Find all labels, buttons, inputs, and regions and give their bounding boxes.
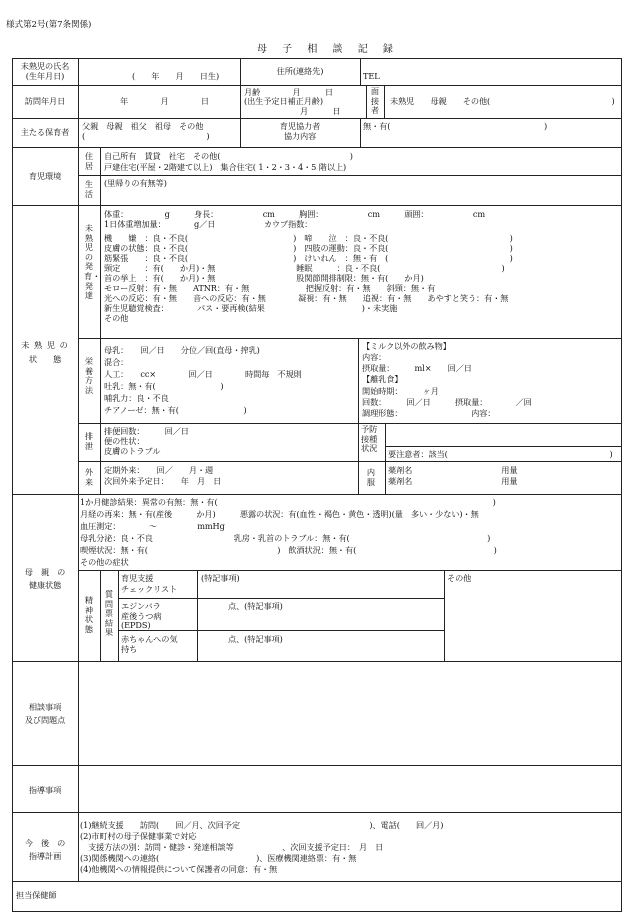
nutrition-line[interactable]: 調理形態： 内容： bbox=[362, 408, 496, 418]
mother-line[interactable]: その他の症状 bbox=[80, 557, 129, 567]
infant-name-label: 未熟児の氏名 bbox=[20, 61, 70, 71]
body-measurements[interactable]: 体重： g 身長： cm 胸囲： cm 頭囲： cm bbox=[104, 209, 486, 219]
outpatient-line[interactable]: 次回外来予定日： 年 月 日 bbox=[104, 476, 222, 486]
mother-line[interactable]: 1か月健診結果：異常の有無：無・有( ) bbox=[80, 497, 496, 507]
q3-field[interactable]: 点、(特記事項) bbox=[228, 634, 283, 644]
mother-health-label-2: 健康状態 bbox=[28, 580, 62, 590]
q2-label-3: (EPDS) bbox=[121, 620, 151, 630]
visit-date-field[interactable]: 年 月 日 bbox=[120, 96, 209, 106]
infant-state-label-2: 状 態 bbox=[28, 354, 62, 364]
nutrition-line[interactable]: 人工： cc× 回／日 時間毎 不規則 bbox=[104, 369, 302, 379]
plan-label-2: 指導計画 bbox=[28, 851, 62, 861]
medication-line[interactable]: 薬剤名 用量 bbox=[388, 465, 518, 475]
staff-nurse-field[interactable] bbox=[80, 883, 620, 909]
infant-state-label: 未 熟 児 の bbox=[21, 340, 69, 350]
helper-content-label: 協力内容 bbox=[283, 131, 317, 141]
staff-nurse-label: 担当保健師 bbox=[16, 890, 57, 900]
nutrition-line[interactable]: 哺乳力：良・不良 bbox=[104, 393, 169, 403]
q2-field[interactable]: 点、(特記事項) bbox=[228, 601, 283, 611]
nutrition-line: 【ミルク以外の飲み物】 bbox=[362, 341, 451, 351]
dev-line[interactable]: 機 嫌 ：良・不良( ) 啼 泣 ：良・不良( ) bbox=[104, 233, 513, 243]
consultation-label-2: 及び問題点 bbox=[24, 715, 66, 725]
nutrition-line[interactable]: チアノーゼ：無・有( ) bbox=[104, 405, 247, 415]
dev-line[interactable]: モロー反射：有・無 ATNR：有・無 把握反射：有・無 斜頸：無・有 bbox=[104, 283, 436, 293]
environment-label: 育児環境 bbox=[28, 171, 62, 181]
tel-field[interactable]: TEL bbox=[363, 71, 380, 81]
guidance-label: 指導事項 bbox=[28, 785, 62, 795]
mother-line[interactable]: 母乳分泌：良・不良 乳房・乳首のトラブル：無・有( ) bbox=[80, 533, 491, 543]
address-label: 住所(連絡先) bbox=[276, 66, 324, 76]
consultation-label: 相談事項 bbox=[28, 702, 62, 712]
nutrition-line[interactable]: 混合： bbox=[104, 357, 129, 367]
mother-line[interactable]: 月経の再来：無・有(産後 か月) 悪露の状況：有(血性・褐色・黄色・透明)(量 多い・少ない)・無 bbox=[80, 509, 479, 519]
outpatient-label: 外来 bbox=[84, 467, 94, 487]
q1-field[interactable]: (特記事項) bbox=[201, 573, 240, 583]
dev-line[interactable]: 首の挙上 ：有( か月)・無 股関節開排制限：無・有( か月) bbox=[104, 273, 424, 283]
helper-field[interactable]: 無・有( ) bbox=[363, 121, 548, 131]
corrected-age-field[interactable]: 月 日 bbox=[300, 106, 341, 116]
age-field[interactable]: 月齢 月 日 bbox=[244, 87, 333, 97]
q2-label: エジンバラ bbox=[121, 601, 161, 611]
caregiver-label: 主たる保育者 bbox=[20, 127, 70, 137]
corrected-age-label: (出生予定日補正月齢) bbox=[244, 96, 323, 106]
life-label: 生活 bbox=[84, 179, 94, 199]
excretion-line[interactable]: 便の性状： bbox=[104, 436, 145, 446]
dev-line[interactable]: その他 bbox=[104, 313, 129, 323]
birthdate-label: (生年月日) bbox=[25, 71, 65, 81]
visit-date-label: 訪問年月日 bbox=[24, 96, 66, 106]
dev-line[interactable]: 皮膚の状態：良・不良( ) 四肢の運動：良・不良( ) bbox=[104, 243, 513, 253]
consultation-field[interactable] bbox=[80, 663, 620, 763]
interviewee-label: 面接者 bbox=[370, 86, 380, 116]
vaccination-note[interactable]: 要注意者：該当( ) bbox=[388, 449, 613, 459]
nutrition-line[interactable]: 回数： 回／日 摂取量： ／回 bbox=[362, 397, 532, 407]
q3-label: 赤ちゃんへの気 bbox=[121, 634, 178, 644]
medication-line[interactable]: 薬剤名 用量 bbox=[388, 476, 518, 486]
nutrition-label: 栄養方法 bbox=[84, 356, 94, 395]
caregiver-options[interactable]: 父親 母親 祖父 祖母 その他 bbox=[82, 121, 204, 131]
nutrition-line: 【離乳食】 bbox=[362, 374, 403, 384]
mother-line[interactable]: 喫煙状況：無・有( ) 飲酒状況：無・有( ) bbox=[80, 545, 497, 555]
excretion-label: 排泄 bbox=[84, 431, 94, 451]
mother-health-label: 母 親 の bbox=[24, 567, 66, 577]
plan-line[interactable]: (1)継続支援 訪問( 回／月、次回予定 )、電話( 回／月) bbox=[80, 820, 444, 830]
vaccination-label: 予防接種状況 bbox=[361, 424, 378, 453]
q2-label-2: 産後うつ病 bbox=[121, 611, 162, 621]
q1-label-2: チェックリスト bbox=[121, 584, 178, 594]
nutrition-line[interactable]: 母乳： 回／日 分位／回(直母・搾乳) bbox=[104, 345, 260, 355]
dev-line[interactable]: 光への反応：有・無 音への反応：有・無 凝視：有・無 追視：有・無 あやすと笑う：有・無 bbox=[104, 293, 509, 303]
plan-line[interactable]: (3)関係機関への連絡( )、医療機関連絡票：有・無 bbox=[80, 853, 357, 863]
form-number: 様式第2号(第7条関係) bbox=[6, 20, 92, 30]
housing-ownership[interactable]: 自己所有 賃貸 社宅 その他( ) bbox=[104, 151, 353, 161]
nutrition-line[interactable]: 摂取量： ml× 回／日 bbox=[362, 363, 472, 373]
plan-label: 今 後 の bbox=[24, 838, 66, 848]
q1-label: 育児支援 bbox=[121, 573, 154, 583]
caregiver-other-field[interactable]: ( ) bbox=[82, 131, 210, 141]
page-title: 母 子 相 談 記 録 bbox=[257, 44, 399, 55]
plan-line[interactable]: (4)他機関への情報提供について保護者の同意：有・無 bbox=[80, 864, 278, 874]
nutrition-line[interactable]: 開始時期： ヶ月 bbox=[362, 386, 439, 396]
growth-development-label: 未熟児の発育・発達 bbox=[84, 223, 101, 301]
housing-type[interactable]: 戸建住宅(平屋・2階建て以上) 集合住宅( 1・2・3・4・5 階以上) bbox=[104, 162, 347, 172]
mental-state-label: 精神状態 bbox=[84, 595, 94, 634]
guidance-field[interactable] bbox=[80, 767, 620, 810]
helper-label: 育児協力者 bbox=[279, 121, 321, 131]
plan-line[interactable]: 支援方法の別：訪問・健診・発達相談等 、次回支援予定日： 月 日 bbox=[80, 842, 384, 852]
medication-label: 内服 bbox=[366, 467, 376, 487]
plan-line[interactable]: (2)市町村の母子保健事業で対応 bbox=[80, 831, 197, 841]
housing-label: 住居 bbox=[84, 151, 94, 171]
dev-line[interactable]: 新生児聴覚検査： パス・要再検(結果 )・未実施 bbox=[104, 303, 398, 313]
excretion-line[interactable]: 皮膚のトラブル bbox=[104, 446, 161, 456]
questionnaire-label: 質問票結果 bbox=[104, 589, 114, 638]
nutrition-line[interactable]: 内容： bbox=[362, 352, 387, 362]
q3-label-2: 持ち bbox=[121, 644, 138, 654]
birthdate-field[interactable]: ( 年 月 日生) bbox=[132, 71, 220, 81]
life-field[interactable]: (里帰りの有無等) bbox=[104, 178, 167, 188]
interviewee-options[interactable]: 未熟児 母親 その他( ) bbox=[390, 96, 615, 106]
nutrition-line[interactable]: 吐乳：無・有( ) bbox=[104, 381, 224, 391]
mother-line[interactable]: 血圧測定： ～ mmHg bbox=[80, 521, 225, 531]
outpatient-line[interactable]: 定期外来： 回／ 月・週 bbox=[104, 465, 214, 475]
excretion-line[interactable]: 排便回数： 回／日 bbox=[104, 426, 189, 436]
mental-other-field[interactable]: その他 bbox=[447, 573, 472, 583]
dev-line[interactable]: 筋緊張 ：良・不良( ) けいれん ：無・有 ( ) bbox=[104, 253, 513, 263]
dev-line[interactable]: 頸定 ：有( か月)・無 睡眠 ：良・不良( ) bbox=[104, 263, 505, 273]
daily-weight-gain[interactable]: 1日体重増加量： g／日 カウプ指数： bbox=[104, 219, 313, 229]
